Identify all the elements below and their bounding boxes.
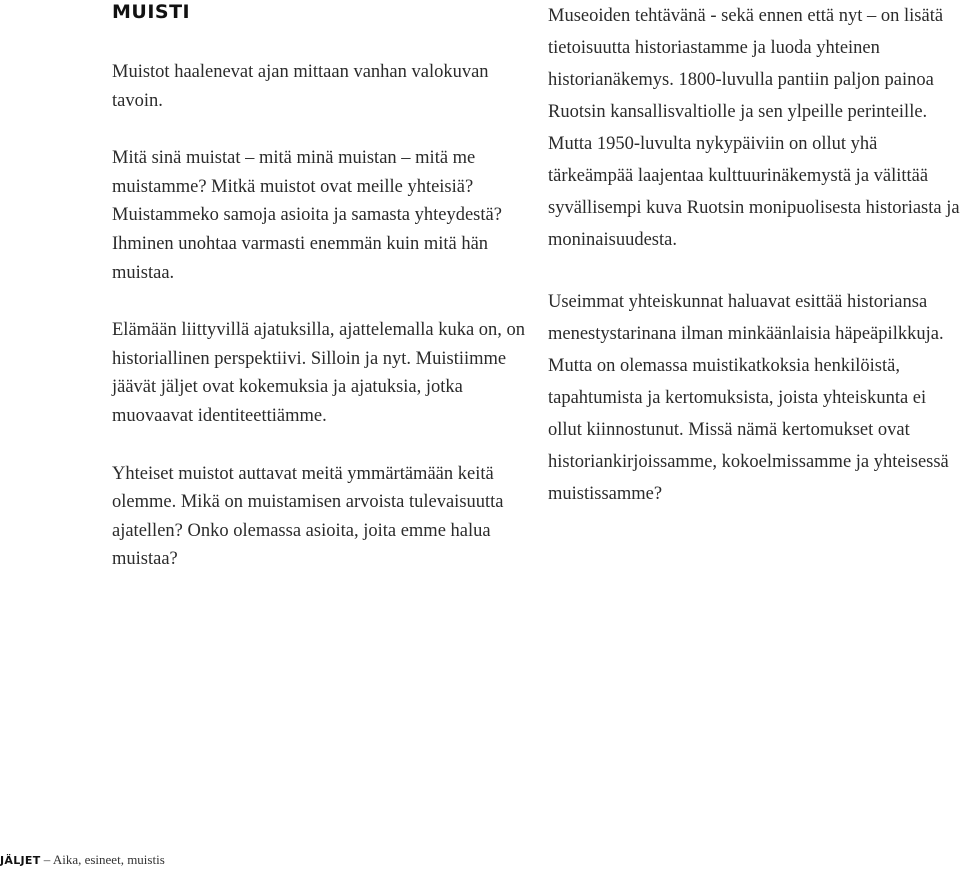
footer-separator: – [40,852,53,867]
footer-subtitle: Aika, esineet, muistis [52,852,165,867]
paragraph: Useimmat yhteiskunnat haluavat esittää historiansa menestystarinana ilman minkäänlaisia häpeäpilkkuja. Mutta on olemassa muistikatkoksia henkilöistä, tapahtumista ja kertomuksista, joista yhteiskunta ei ollut kiinnostunut. Missä nämä kertomukset ovat historiankirjoissamme, kokoelmissamme ja yhteisessä muistissamme? [548,292,949,504]
right-column [548,0,960,540]
footer-brand: JÄLJET [0,854,41,867]
paragraph: Mitä sinä muistat – mitä minä muistan – mitä me muistamme? Mitkä muistot ovat meille yhteisiä? Muistammeko samoja asioita ja samasta yhteydestä? Ihminen unohtaa varmasti enemmän kuin mitä hän muistaa. [112,148,502,283]
paragraph: Muistot haalenevat ajan mittaan vanhan valokuvan tavoin. [112,62,489,111]
left-column [112,58,532,603]
paragraph: Yhteiset muistot auttavat meitä ymmärtämään keitä olemme. Mikä on muistamisen arvoista tulevaisuutta ajatellen? Onko olemassa asioita, joita emme halua muistaa? [112,463,504,570]
paragraph: Elämään liittyvillä ajatuksilla, ajattelemalla kuka on, on historiallinen perspektiivi. Silloin ja nyt. Muistiimme jäävät jäljet ovat kokemuksia ja ajatuksia, jotka muovaavat identiteettiämme. [112,320,526,426]
page-footer [0,852,165,868]
page-heading: MUISTI [112,1,191,23]
paragraph: Museoiden tehtävänä - sekä ennen että nyt – on lisätä tietoisuutta historiastamme ja luoda yhteinen historianäkemys. 1800-luvulla pantiin paljon painoa Ruotsin kansallisvaltiolle ja sen ylpeille perinteille. Mutta 1950-luvulta nykypäiviin on ollut yhä tärkeämpää laajentaa kulttuurinäkemystä ja välittää syvällisempi kuva Ruotsin monipuolisesta historiasta ja moninaisuudesta. [548,6,960,250]
